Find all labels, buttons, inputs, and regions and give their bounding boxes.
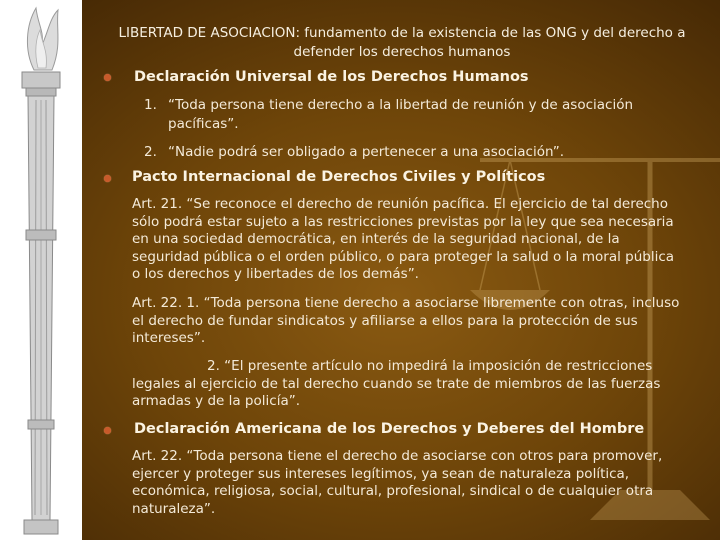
american-declaration-art-22: Art. 22. “Toda persona tiene el derecho de asociarse con otros para promover, ejercer y proteger sus intereses legítimos, ya sean de naturaleza política, económica, religiosa, social, cultural, profesional, sindical o de cualquier otra naturaleza”. [132,448,663,517]
iccpr-art-22-1: Art. 22. 1. “Toda persona tiene derecho a asociarse libremente con otras, incluso el derecho de fundar sindicatos y afiliarse a ellos para la protección de sus intereses”. [132,295,680,346]
bullet-icon [104,175,111,182]
section-heading-iccpr: Pacto Internacional de Derechos Civiles y Políticos [132,169,546,185]
torch-icon [6,0,76,540]
udhr-item-1: “Toda persona tiene derecho a la libertad de reunión y de asociación pacíficas”. [168,97,634,132]
bullet-icon [104,74,111,81]
section-heading-american-declaration: Declaración Americana de los Derechos y Deberes del Hombre [134,421,645,437]
slide-title: LIBERTAD DE ASOCIACION: fundamento de la existencia de las ONG y del derecho a defender los derechos humanos [118,25,686,60]
left-strip [0,0,82,540]
iccpr-art-22-2: 2. “El presente artículo no impedirá la imposición de restricciones legales al ejercicio de tal derecho cuando se trate de miembros de las fuerzas armadas y de la policía”. [132,358,661,409]
slide-content [82,0,720,540]
section-heading-udhr: Declaración Universal de los Derechos Humanos [134,69,529,85]
udhr-item-1-number: 1. [144,97,157,113]
bullet-icon [104,427,111,434]
udhr-item-2: “Nadie podrá ser obligado a pertenecer a una asociación”. [168,144,565,160]
udhr-item-2-number: 2. [144,144,157,160]
iccpr-art-21: Art. 21. “Se reconoce el derecho de reunión pacífica. El ejercicio de tal derecho sólo podrá estar sujeto a las restricciones previstas por la ley que sea necesaria en una sociedad democrática, en interés de la seguridad nacional, de la seguridad pública o el orden público, o para proteger la salud o la moral pública o los derechos y libertades de los demás”. [132,196,675,282]
